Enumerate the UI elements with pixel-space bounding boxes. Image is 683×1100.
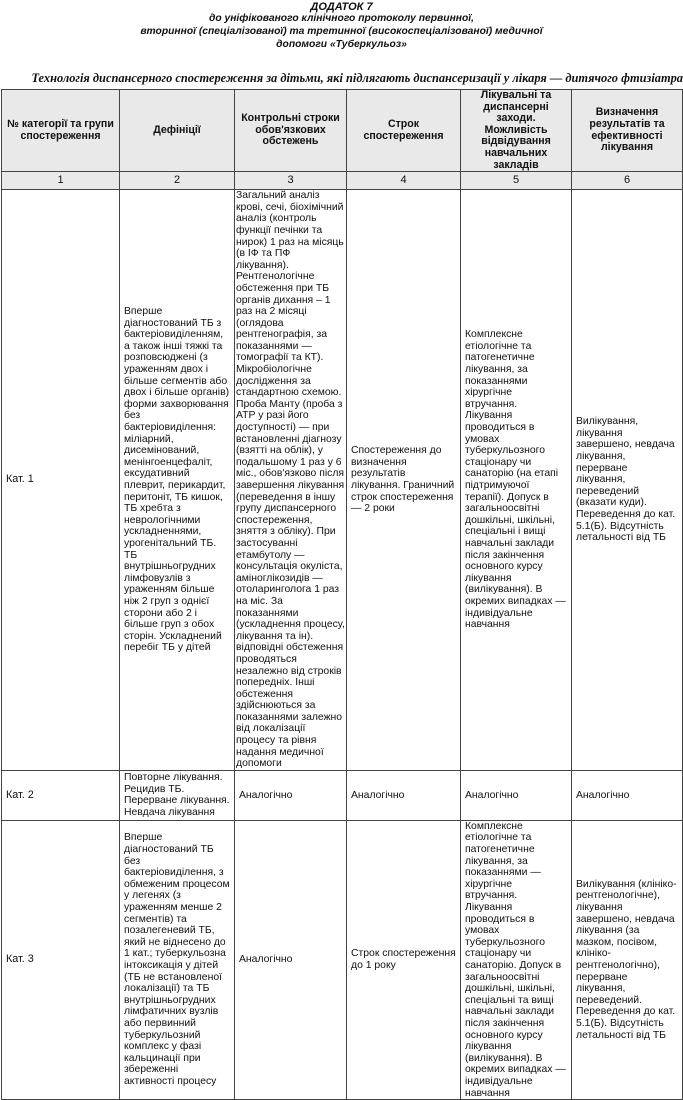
- column-number: 1: [2, 172, 120, 190]
- table-header-row: [2, 90, 683, 172]
- appendix-line-2: вторинної (спеціалізованої) та третинної (високоспеціалізованої) медичної: [140, 26, 543, 37]
- column-header-term: Строк спостереження: [347, 90, 461, 172]
- column-header-measures: Лікувальні та диспансерні заходи. Можливість відвідування навчальних закладів: [461, 90, 572, 172]
- column-number: 3: [235, 172, 347, 190]
- column-number-row: [2, 172, 683, 190]
- appendix-line-1: до уніфікованого клінічного протоколу первинної,: [208, 13, 475, 24]
- results-cell: Вилікування, лікування завершено, невдача лікування, перерване лікування, переведений (вказати куди). Переведення до кат. 5.1(Б). Відсутність летальності від ТБ: [572, 190, 683, 771]
- table-row: [2, 820, 683, 1099]
- appendix-line-3: допомоги «Туберкульоз»: [276, 39, 407, 50]
- column-number: 4: [347, 172, 461, 190]
- column-header-definition: Дефініції: [120, 90, 235, 172]
- definition-cell: Вперше діагностований ТБ з бактеріовиділенням, а також інші тяжкі та розповсюджені (з ураженням двох і більше сегментів або двох і більше органів) форми захворювання без бактеріовиділення: міліарний, дисемінований, менінгоенцефаліт, ексудативний плеврит, перикардит, перитоніт, ТБ кишок, ТБ хребта з неврологічними ускладненнями, урогенітальний ТБ. ТБ внутрішньогрудних лімфовузлів з ураженням більше ніж 2 груп з однієї сторони або 2 і більше груп з обох сторін. Ускладнений перебіг ТБ у дітей: [120, 190, 235, 771]
- measures-cell: Комплексне етіологічне та патогенетичне лікування, за показаннями — хірургічне втручання. Лікування проводиться в умовах туберкульозного стаціонару чи санаторію. Допуск в загальноосвітні дошкільні, шкільні, спеціальні та вищі навчальні заклади після закінчення основного курсу лікування (вилікування). В окремих випадках — індивідуальне навчання: [461, 820, 572, 1099]
- exams-cell: Аналогічно: [235, 820, 347, 1099]
- definition-cell: Вперше діагностований ТБ без бактеріовиділення, з обмеженим процесом у легенях (з ураженням менше 2 сегментів) та позалегеневий ТБ, який не віднесено до 1 кат.; туберкульозна інтоксикація у дітей (ТБ не встановленої локалізації) та ТБ внутрішньогрудних лімфатичних вузлів або первинний туберкульозний комплекс у фазі кальцинації при збереженні активності процесу: [120, 820, 235, 1099]
- column-header-category: № категорії та групи спостереження: [2, 90, 120, 172]
- column-number: 6: [572, 172, 683, 190]
- category-cell: Кат. 2: [2, 770, 120, 820]
- dispensary-table: [1, 89, 683, 1100]
- table-caption: Технологія диспансерного спостереження за дітьми, які підлягають диспансеризації у лікаря — дитячого фтизіатра: [31, 71, 683, 85]
- column-number: 5: [461, 172, 572, 190]
- term-cell: Строк спостереження до 1 року: [347, 820, 461, 1099]
- column-header-results: Визначення результатів та ефективності лікування: [572, 90, 683, 172]
- appendix-title: ДОДАТОК 7: [310, 1, 373, 13]
- category-cell: Кат. 1: [2, 190, 120, 771]
- measures-cell: Аналогічно: [461, 770, 572, 820]
- measures-cell: Комплексне етіологічне та патогенетичне лікування, за показаннями хірургічне втручання. Лікування проводиться в умовах туберкульозного стаціонару чи санаторію (на етапі підтримуючої терапії). Допуск в загальноосвітні дошкільні, шкільні, спеціальні і вищі навчальні заклади після закінчення основного курсу лікування (вилікування). В окремих випадках — індивідуальне навчання: [461, 190, 572, 771]
- table-row: [2, 190, 683, 771]
- definition-cell: Повторне лікування. Рецидив ТБ. Перерване лікування. Невдача лікування: [120, 770, 235, 820]
- table-row: [2, 770, 683, 820]
- column-number: 2: [120, 172, 235, 190]
- category-cell: Кат. 3: [2, 820, 120, 1099]
- results-cell: Вилікування (клініко-рентгенологічне), лікування завершено, невдача лікування (за мазком, посівом, клініко-рентгенологічно), перерване лікування, переведений. Переведення до кат. 5.1(Б). Відсутність летальності від ТБ: [572, 820, 683, 1099]
- exams-cell: Аналогічно: [235, 770, 347, 820]
- results-cell: Аналогічно: [572, 770, 683, 820]
- term-cell: Спостереження до визначення результатів лікування. Граничний строк спостереження — 2 роки: [347, 190, 461, 771]
- exams-cell: Загальний аналіз крові, сечі, біохімічний аналіз (контроль функції печінки та нирок) 1 раз на місяць (в ІФ та ПФ лікування). Рентгенологічне обстеження при ТБ органів дихання – 1 раз на 2 місяці (оглядова рентгенографія, за показаннями — томографії та КТ). Мікробіологічне дослідження за стандартною схемою. Проба Манту (проба з АТР у разі його доступності) — при встановленні діагнозу (взятті на облік), у подальшому 1 раз у 6 міс., обов'язково після завершення лікування (переведення в іншу групу диспансерного спостереження, зняття з обліку). При застосуванні етамбутолу — консультація окуліста, аміноглікозидів — отоларинголога 1 раз на міс. За показаннями (ускладнення процесу, лікування та ін). відповідні обстеження проводяться незалежно від строків попередніх. Інші обстеження здійснюються за показаннями залежно від локалізації процесу та рівня надання медичної допомоги: [236, 190, 345, 770]
- column-header-exams: Контрольні строки обов'язкових обстежень: [235, 90, 347, 172]
- term-cell: Аналогічно: [347, 770, 461, 820]
